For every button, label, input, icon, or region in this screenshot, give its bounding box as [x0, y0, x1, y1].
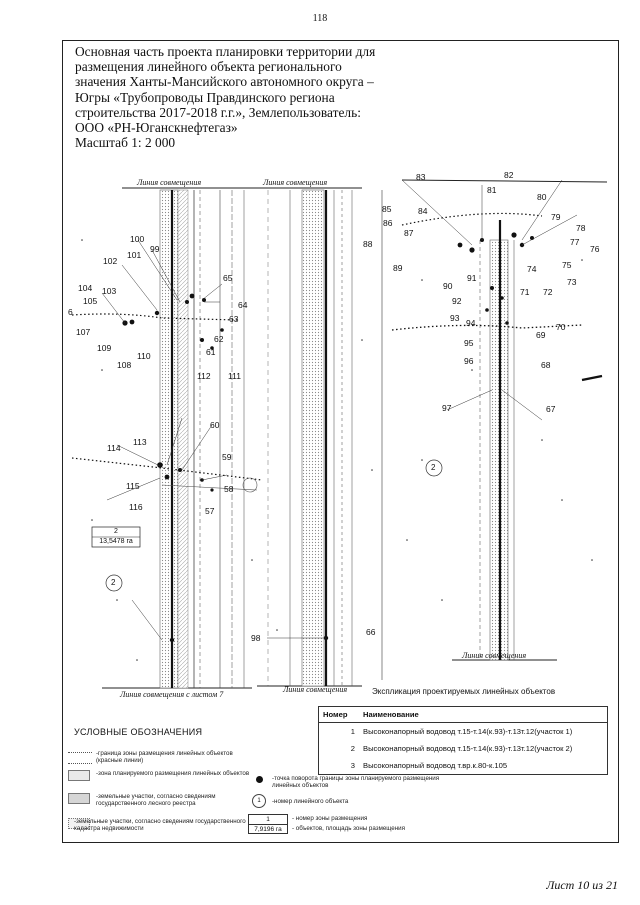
point-label: 70	[556, 322, 566, 332]
point-label: 6	[68, 307, 73, 317]
legend-item-8: - объектов, площадь зоны размещения	[292, 825, 405, 832]
point-label: 96	[464, 356, 474, 366]
row-name: Высоконапорный водовод т.15-т.14(к.93)-т.13т.12(участок 2)	[363, 744, 573, 753]
point-label: 93	[450, 313, 460, 323]
legend-swatch-forest	[68, 793, 90, 804]
point-label: 69	[536, 330, 546, 340]
point-label: 107	[76, 327, 91, 337]
point-label: 110	[137, 351, 151, 361]
legend-swatch-zone	[68, 770, 90, 781]
match-line-label-bottom-right: Линия совмещения	[462, 651, 527, 660]
zone-sample-number: 1	[249, 815, 287, 825]
match-line-label-bottom-middle: Линия совмещения	[283, 685, 348, 694]
object-number-icon: 1	[252, 794, 266, 808]
zone-left-stripe	[178, 190, 188, 688]
point-label: 71	[520, 287, 530, 297]
point-label: 112	[197, 371, 211, 381]
point-label: 73	[567, 277, 577, 287]
point-label: 84	[418, 206, 428, 216]
point-label: 57	[205, 506, 215, 516]
point-label: 98	[251, 633, 261, 643]
point-label: 67	[546, 404, 556, 414]
point-label: 108	[117, 360, 132, 370]
point-label: 85	[382, 204, 392, 214]
explication-title: Экспликация проектируемых линейных объектов	[372, 687, 556, 696]
point-label: 105	[83, 296, 98, 306]
point-label: 102	[103, 256, 118, 266]
zone-sample-area: 7,9196 га	[254, 826, 282, 833]
point-label: 68	[541, 360, 551, 370]
point-label: 91	[467, 273, 477, 283]
point-label: 113	[133, 437, 147, 447]
point-label: 82	[504, 170, 514, 180]
point-label: 66	[366, 627, 376, 637]
point-label: 64	[238, 300, 248, 310]
point-label: 61	[206, 347, 216, 357]
row-number: 3	[350, 761, 355, 770]
parcel-number: 2	[114, 528, 118, 535]
match-line-label-bottom-left: Линия совмещения с листом 7	[120, 690, 224, 699]
point-label: 104	[78, 283, 93, 293]
point-label: 80	[537, 192, 547, 202]
header-number: Номер	[319, 707, 360, 723]
parcel-area: 13,5478 га	[99, 538, 133, 545]
point-label: 83	[416, 172, 426, 182]
point-label: 92	[452, 296, 462, 306]
point-label: 100	[130, 234, 145, 244]
sheet-number: Лист 10 из 21	[546, 878, 618, 892]
point-label: 103	[102, 286, 117, 296]
header-name: Наименование	[359, 707, 608, 723]
match-line-label-top-middle: Линия совмещения	[263, 178, 328, 187]
point-label: 95	[464, 338, 474, 348]
point-label: 76	[590, 244, 600, 254]
point-label: 89	[393, 263, 403, 273]
zone-sample-box	[248, 814, 288, 834]
point-label: 72	[543, 287, 553, 297]
page-number: 118	[312, 13, 328, 24]
point-label: 115	[126, 481, 140, 491]
explication-table	[318, 706, 608, 775]
match-line-top-right	[402, 180, 607, 182]
point-label: 77	[570, 237, 580, 247]
point-marker-icon	[256, 776, 263, 783]
point-label: 99	[150, 244, 160, 254]
table-row	[319, 740, 608, 757]
point-label: 109	[97, 343, 112, 353]
point-label: 74	[527, 264, 537, 274]
point-label: 97	[442, 403, 452, 413]
object-label-right: 2	[431, 463, 436, 472]
legend-item-1: -граница зоны размещения линейных объектов (красные линии)	[96, 750, 233, 764]
legend-swatch-red-lines	[68, 752, 92, 764]
point-label: 65	[223, 273, 233, 283]
point-label: 101	[127, 250, 142, 260]
row-name: Высоконапорный водовод т.вр.к.80-к.105	[363, 761, 508, 770]
legend-item-2: -зона планируемого размещения линейных объектов	[96, 770, 250, 777]
point-label: 62	[214, 334, 224, 344]
row-number: 2	[350, 744, 355, 753]
point-label: 88	[363, 239, 373, 249]
point-label: 94	[466, 318, 476, 328]
point-label: 79	[551, 212, 561, 222]
legend-item-6: -номер линейного объекта	[272, 798, 349, 805]
table-row	[319, 723, 608, 741]
point-label: 59	[222, 452, 232, 462]
point-label: 86	[383, 218, 393, 228]
point-label: 114	[107, 443, 121, 453]
title-text: Основная часть проекта планировки территории для размещения линейного объекта регионального значения Ханты-Мансийского автономного округа – Югры «Трубопроводы Правдинского региона строительства 2017-2018 г.г.», Землепользователь: ООО «РН-Юганскнефтегаз»	[75, 44, 376, 136]
row-number: 1	[350, 727, 355, 736]
legend-item-5: -точка поворота границы зоны планируемого размещения линейных объектов	[272, 775, 440, 789]
scale-text: Масштаб 1: 2 000	[75, 135, 176, 151]
point-label: 58	[224, 484, 234, 494]
legend-item-3: -земельные участки, согласно сведениям государственного лесного реестра	[96, 793, 216, 807]
planning-map	[62, 40, 619, 700]
legend-item-7: - номер зоны размещения	[292, 815, 368, 822]
table-header-row	[319, 707, 608, 723]
point-label: 63	[229, 314, 239, 324]
table-row	[319, 757, 608, 775]
zone-middle-hatch	[302, 190, 324, 686]
point-label: 60	[210, 420, 220, 430]
point-label: 116	[129, 502, 143, 512]
point-label: 87	[404, 228, 414, 238]
point-label: 111	[228, 371, 241, 381]
point-label: 90	[443, 281, 453, 291]
row-name: Высоконапорный водовод т.15-т.14(к.93)-т.13т.12(участок 1)	[363, 727, 573, 736]
match-line-label-top-left: Линия совмещения	[137, 178, 202, 187]
point-label: 78	[576, 223, 586, 233]
point-label: 81	[487, 185, 497, 195]
point-label: 75	[562, 260, 572, 270]
object-label-left: 2	[111, 578, 116, 587]
legend-title: УСЛОВНЫЕ ОБОЗНАЧЕНИЯ	[74, 727, 203, 737]
legend-item-4: -земельные участки, согласно сведениям государственного кадастра недвижимости	[74, 818, 246, 832]
